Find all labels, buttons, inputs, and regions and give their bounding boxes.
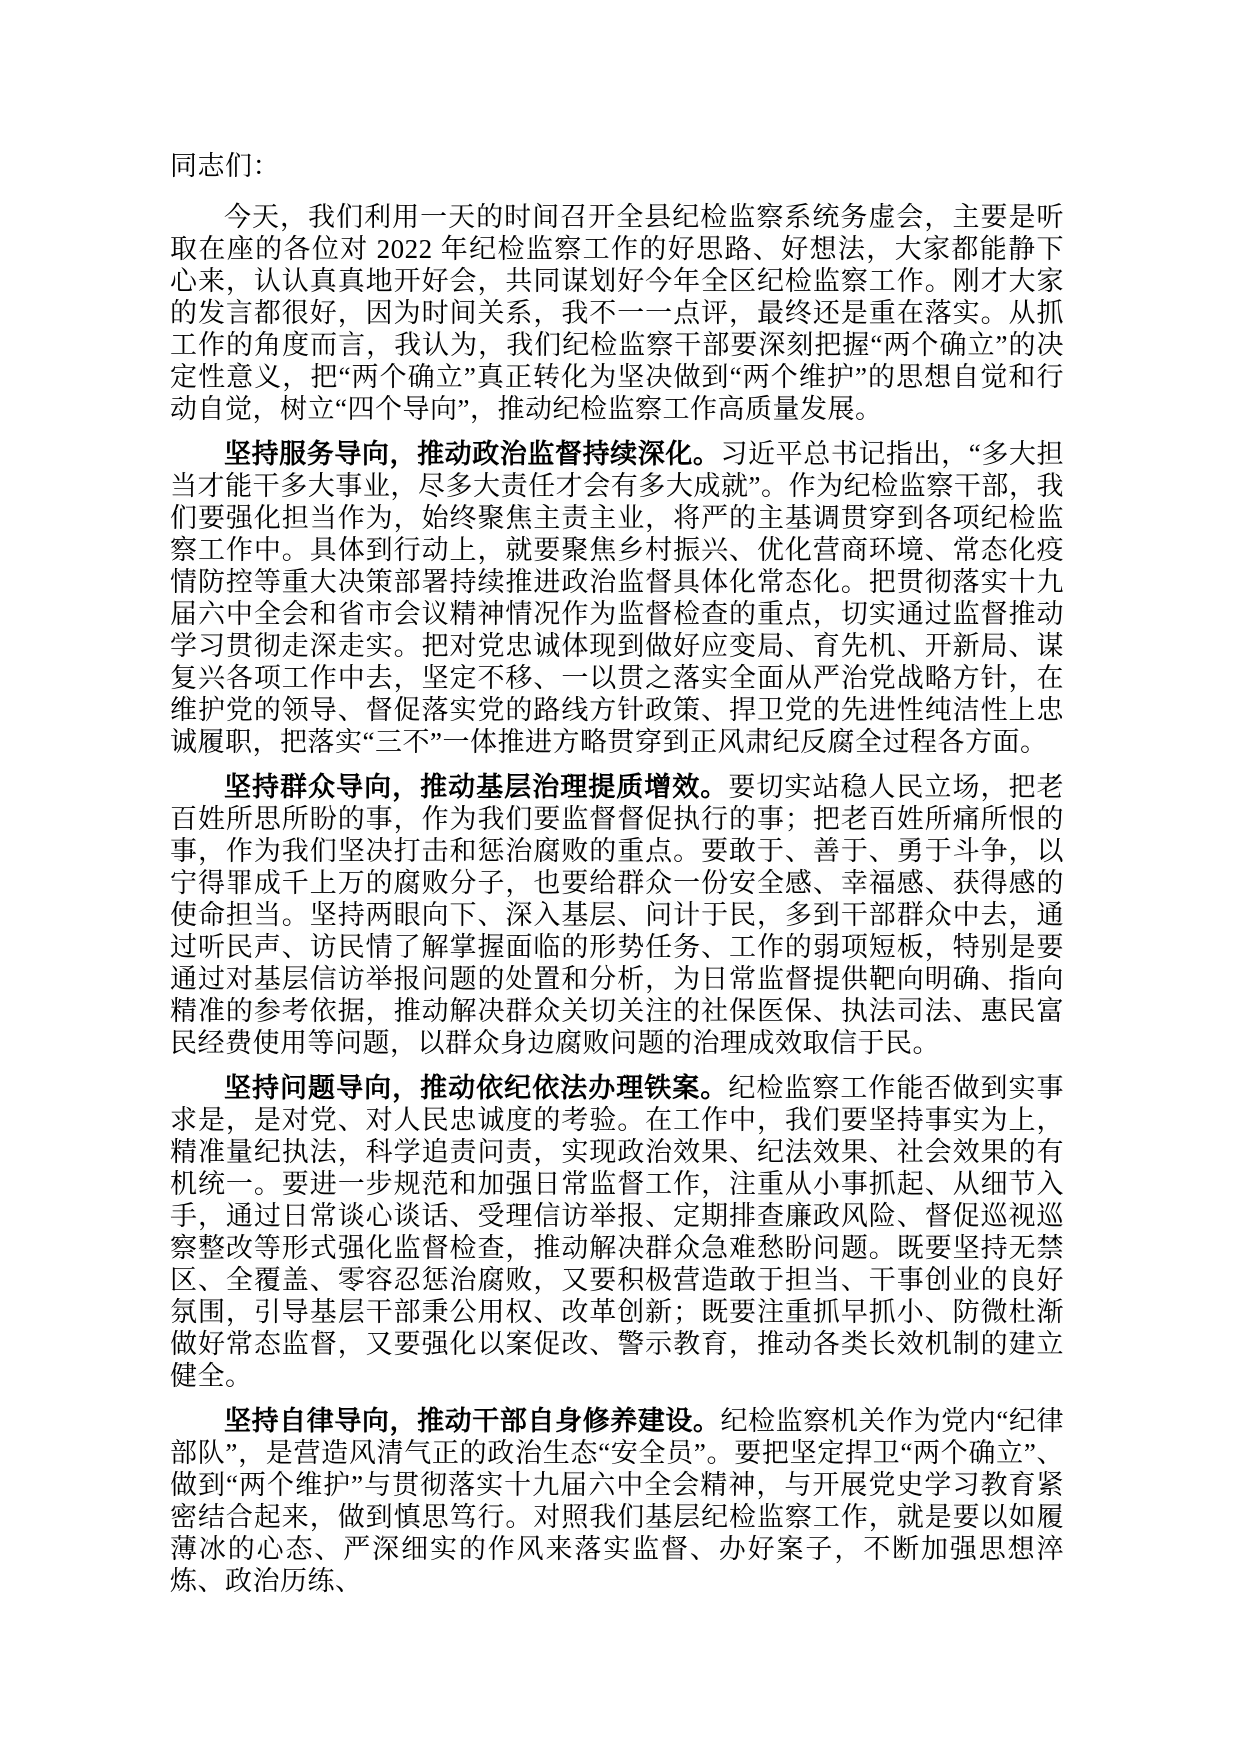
paragraph-text: 要切实站稳人民立场，把老百姓所思所盼的事，作为我们要监督督促执行的事；把老百姓所痛所恨的事，作为我们坚决打击和惩治腐败的重点。要敢于、善于、勇于斗争，以宁得罪成千上万的腐败分子，也要给群众一份安全感、幸福感、获得感的使命担当。坚持两眼向下、深入基层、问计于民，多到干部群众中去，通过听民声、访民情了解掌握面临的形势任务、工作的弱项短板，特别是要通过对基层信访举报问题的处置和分析，为日常监督提供靶向明确、指向精准的参考依据，推动解决群众关切关注的社保医保、执法司法、惠民富民经费使用等问题，以群众身边腐败问题的治理成效取信于民。 (170, 772, 1065, 1058)
paragraph-lead: 坚持自律导向，推动干部自身修养建设。 (224, 1406, 721, 1436)
paragraph-lead: 坚持问题导向，推动依纪依法办理铁案。 (224, 1073, 729, 1103)
paragraph-service-orientation (170, 438, 1064, 758)
paragraph-lead: 坚持群众导向，推动基层治理提质增效。 (224, 772, 729, 802)
document-body (170, 150, 1064, 1610)
paragraph-problem-orientation (170, 1072, 1064, 1392)
paragraph-text: 习近平总书记指出，“多大担当才能干多大事业，尽多大责任才会有多大成就”。作为纪检监察干部，我们要强化担当作为，始终聚焦主责主业，将严的主基调贯穿到各项纪检监察工作中。具体到行动上，就要聚焦乡村振兴、优化营商环境、常态化疫情防控等重大决策部署持续推进政治监督具体化常态化。把贯彻落实十九届六中全会和省市会议精神情况作为监督检查的重点，切实通过监督推动学习贯彻走深走实。把对党忠诚体现到做好应变局、育先机、开新局、谋复兴各项工作中去，坚定不移、一以贯之落实全面从严治党战略方针，在维护党的领导、督促落实党的路线方针政策、捍卫党的先进性纯洁性上忠诚履职，把落实“三不”一体推进方略贯穿到正风肃纪反腐全过程各方面。 (170, 439, 1065, 757)
paragraph-lead: 坚持服务导向，推动政治监督持续深化。 (224, 439, 721, 469)
salutation: 同志们： (170, 151, 280, 181)
paragraph-intro (170, 201, 1064, 425)
paragraph-mass-orientation (170, 771, 1064, 1059)
paragraph-text: 纪检监察工作能否做到实事求是，是对党、对人民忠诚度的考验。在工作中，我们要坚持事实为上，精准量纪执法，科学追责问责，实现政治效果、纪法效果、社会效果的有机统一。要进一步规范和加强日常监督工作，注重从小事抓起、从细节入手，通过日常谈心谈话、受理信访举报、定期排查廉政风险、督促巡视巡察整改等形式强化监督检查，推动解决群众急难愁盼问题。既要坚持无禁区、全覆盖、零容忍惩治腐败，又要积极营造敢于担当、干事创业的良好氛围，引导基层干部秉公用权、改革创新；既要注重抓早抓小、防微杜渐做好常态监督，又要强化以案促改、警示教育，推动各类长效机制的建立健全。 (170, 1073, 1065, 1391)
paragraph-text: 今天，我们利用一天的时间召开全县纪检监察系统务虚会，主要是听取在座的各位对 2022 年纪检监察工作的好思路、好想法，大家都能静下心来，认认真真地开好会，共同谋划好今年全区纪检监察工作。刚才大家的发言都很好，因为时间关系，我不一一点评，最终还是重在落实。从抓工作的角度而言，我认为，我们纪检监察干部要深刻把握“两个确立”的决定性意义，把“两个确立”真正转化为坚决做到“两个维护”的思想自觉和行动自觉，树立“四个导向”，推动纪检监察工作高质量发展。 (170, 202, 1064, 424)
paragraph-self-discipline-orientation (170, 1405, 1064, 1597)
paragraph-text: 纪检监察机关作为党内“纪律部队”，是营造风清气正的政治生态“安全员”。要把坚定捍卫“两个确立”、做到“两个维护”与贯彻落实十九届六中全会精神，与开展党史学习教育紧密结合起来，做到慎思笃行。对照我们基层纪检监察工作，就是要以如履薄冰的心态、严深细实的作风来落实监督、办好案子，不断加强思想淬炼、政治历练、 (170, 1406, 1065, 1596)
